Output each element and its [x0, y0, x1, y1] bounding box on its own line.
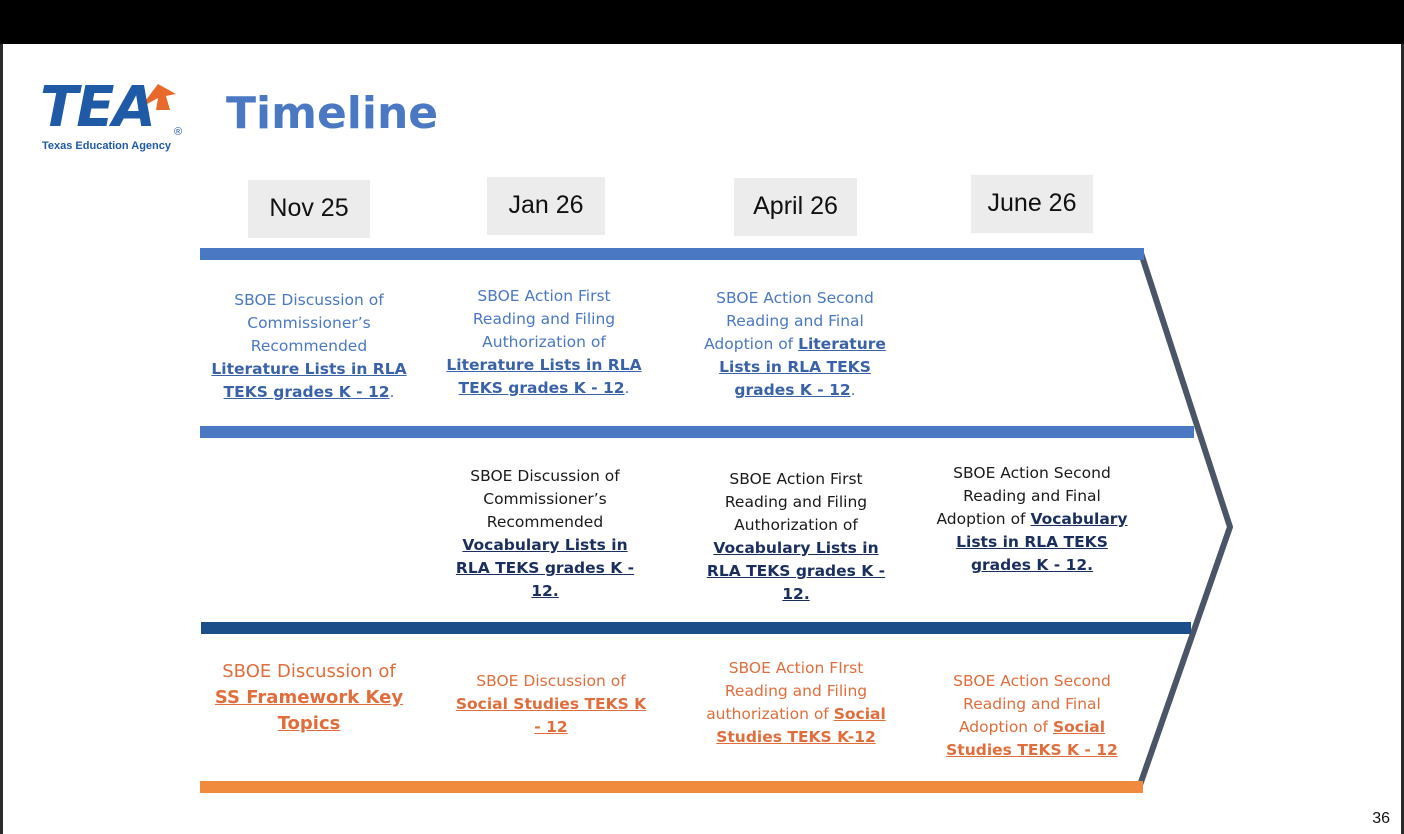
literature-row-bottom-bar — [200, 426, 1194, 438]
logo-subtitle: Texas Education Agency — [42, 140, 171, 152]
cell-text: SBOE Action Second Reading and Final Adoption of — [936, 464, 1111, 528]
date-jan-26: Jan 26 — [487, 177, 605, 235]
vocabulary-april-26 — [696, 468, 896, 606]
cell-text-end: . — [850, 381, 856, 399]
page-number: 36 — [1372, 810, 1390, 827]
cell-text: SBOE Action FIrst Reading and Filing authorization of — [706, 659, 868, 723]
vocabulary-jan-26 — [445, 465, 645, 603]
literature-lists-link[interactable]: Literature Lists in RLA TEKS grades K - 12 — [446, 356, 642, 397]
literature-lists-link[interactable]: Literature Lists in RLA TEKS grades K - 12 — [719, 335, 886, 399]
social-studies-teks-link[interactable]: Social Studies TEKS K - 12 — [455, 695, 647, 736]
social-studies-nov-25 — [209, 659, 409, 737]
date-nov-25: Nov 25 — [248, 180, 370, 238]
logo-mark: TEA — [40, 75, 154, 140]
social-studies-june-26 — [932, 670, 1132, 762]
vocabulary-lists-link[interactable]: Vocabulary Lists in RLA TEKS grades K - 12. — [706, 539, 886, 603]
literature-jan-26 — [444, 285, 644, 400]
literature-row-top-bar — [200, 248, 1144, 260]
logo-registered: ® — [174, 126, 183, 138]
cell-text-end: . — [389, 383, 395, 401]
cell-text: SBOE Discussion of Commissioner’s Recommended — [234, 291, 384, 355]
cell-text: SBOE Action First Reading and Filing Authorization of — [472, 287, 616, 351]
vocabulary-june-26 — [932, 462, 1132, 577]
vocabulary-lists-link[interactable]: Vocabulary Lists in RLA TEKS grades K - 12. — [455, 536, 635, 600]
cell-text: SBOE Discussion of Commissioner’s Recommended — [470, 467, 620, 531]
page-title: Timeline — [226, 88, 439, 139]
literature-lists-link[interactable]: Literature Lists in RLA TEKS grades K - 12 — [211, 360, 407, 401]
literature-april-26 — [695, 287, 895, 402]
cell-text-end: . — [624, 379, 630, 397]
social-studies-teks-link[interactable]: Social Studies TEKS K - 12 — [946, 718, 1118, 759]
social-studies-april-26 — [696, 657, 896, 749]
social-studies-teks-link[interactable]: Social Studies TEKS K-12 — [716, 705, 886, 746]
social-studies-row-bottom-bar — [200, 781, 1143, 793]
ss-framework-link[interactable]: SS Framework Key Topics — [214, 687, 404, 734]
cell-text: SBOE Action Second Reading and Final Adoption of — [704, 289, 874, 353]
date-april-26: April 26 — [734, 178, 857, 236]
cell-text: SBOE Discussion of — [222, 661, 396, 682]
literature-nov-25 — [209, 289, 409, 404]
social-studies-jan-26 — [451, 670, 651, 739]
date-june-26: June 26 — [971, 175, 1093, 233]
cell-text: SBOE Discussion of — [476, 672, 626, 690]
vocabulary-row-bottom-bar — [201, 622, 1191, 634]
cell-text: SBOE Action First Reading and Filing Authorization of — [724, 470, 868, 534]
vocabulary-lists-link[interactable]: Vocabulary Lists in RLA TEKS grades K - 12. — [956, 510, 1128, 574]
cell-text: SBOE Action Second Reading and Final Adoption of — [953, 672, 1111, 736]
